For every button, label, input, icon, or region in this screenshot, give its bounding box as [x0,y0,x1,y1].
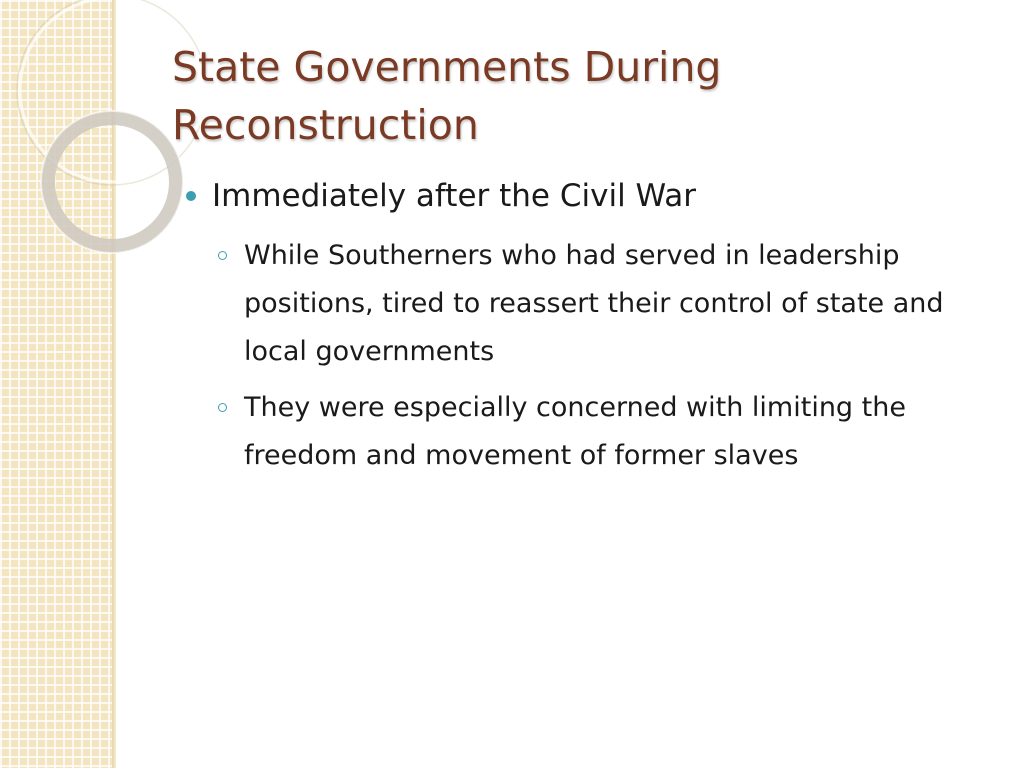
side-band-edge [112,0,116,768]
bullet-dot-icon [186,191,196,201]
sub-bullet-item [216,384,984,480]
sub-bullet-list [184,232,984,480]
slide-title: State Governments During Reconstruction [172,43,722,149]
bullet-item [184,172,984,220]
sub-bullet-item [216,232,984,376]
decorative-side-band [0,0,112,768]
sub-bullet-text: While Southerners who had served in leadership positions, tired to reassert their control of state and local governments [244,240,944,367]
bullet-text: Immediately after the Civil War [212,178,696,214]
sub-bullet-text: They were especially concerned with limiting the freedom and movement of former slaves [244,392,906,471]
sub-bullet-ring-icon [218,403,227,412]
slide-content [184,172,984,488]
sub-bullet-ring-icon [218,251,227,260]
